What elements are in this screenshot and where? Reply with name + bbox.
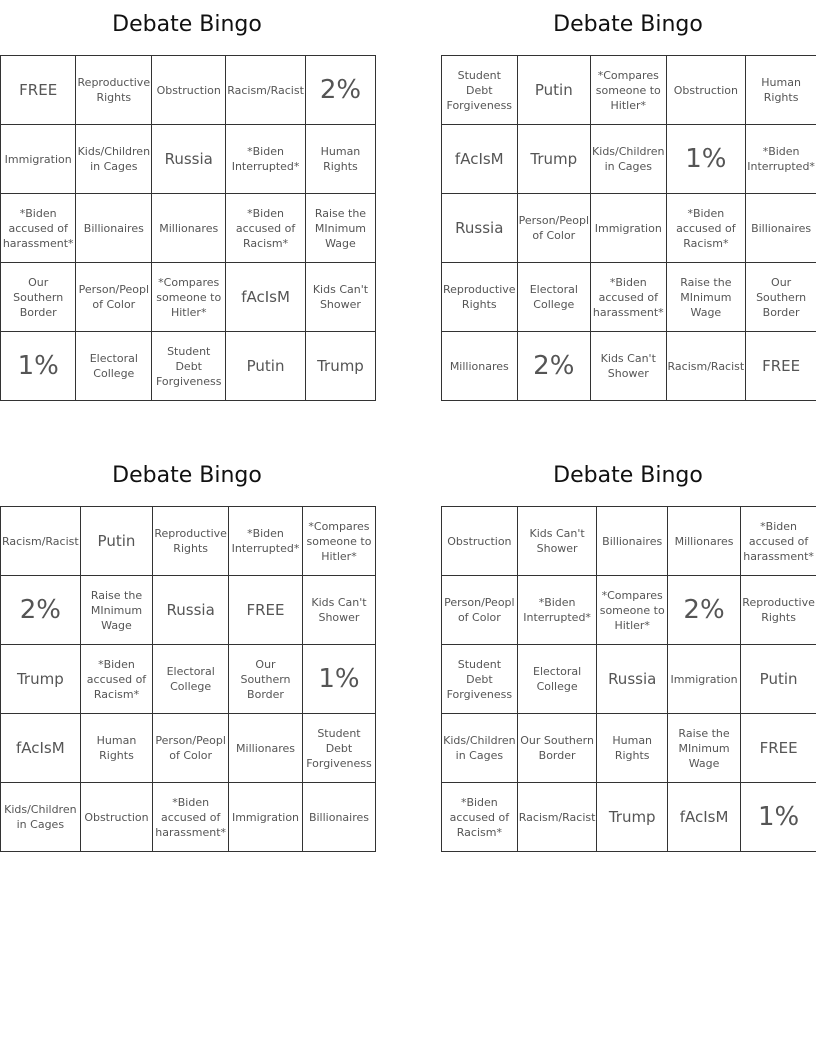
bingo-square[interactable]: Kids/Children in Cages	[591, 125, 666, 194]
bingo-square[interactable]: Person/Peopl of Color	[517, 194, 590, 263]
bingo-square[interactable]: Millionares	[442, 332, 518, 401]
bingo-square[interactable]: Billionaires	[302, 783, 375, 852]
bingo-square[interactable]: *Biden Interrupted*	[229, 507, 303, 576]
bingo-square[interactable]: *Biden accused of harassment*	[591, 263, 666, 332]
bingo-square[interactable]: Reproductive Rights	[741, 576, 816, 645]
card-title: Debate Bingo	[553, 463, 703, 488]
bingo-square[interactable]: Raise the MInimum Wage	[666, 263, 746, 332]
bingo-square[interactable]: Millionares	[667, 507, 740, 576]
bingo-square[interactable]: Raise the MInimum Wage	[667, 714, 740, 783]
bingo-square[interactable]: Obstruction	[666, 56, 746, 125]
bingo-square[interactable]: Obstruction	[442, 507, 518, 576]
bingo-square[interactable]: Student Debt Forgiveness	[302, 714, 375, 783]
bingo-square[interactable]: Raise the MInimum Wage	[305, 194, 375, 263]
bingo-square[interactable]: Student Debt Forgiveness	[152, 332, 226, 401]
bingo-square[interactable]: Electoral College	[153, 645, 229, 714]
bingo-square[interactable]: Trump	[305, 332, 375, 401]
grid-row	[442, 507, 816, 576]
bingo-square[interactable]: *Biden accused of Racism*	[666, 194, 746, 263]
bingo-square[interactable]: 2%	[667, 576, 740, 645]
bingo-square[interactable]: Obstruction	[152, 56, 226, 125]
grid-row	[442, 576, 816, 645]
bingo-square[interactable]: Person/Peopl of Color	[76, 263, 152, 332]
bingo-square[interactable]: *Biden accused of Racism*	[226, 194, 306, 263]
bingo-square[interactable]: Human Rights	[597, 714, 667, 783]
bingo-square[interactable]: FREE	[1, 56, 76, 125]
bingo-square[interactable]: Billionaires	[746, 194, 816, 263]
bingo-grid	[441, 55, 816, 401]
bingo-square[interactable]: *Compares someone to Hitler*	[152, 263, 226, 332]
bingo-square[interactable]: Racism/Racist	[1, 507, 81, 576]
grid-row	[1, 507, 376, 576]
grid-row	[1, 645, 376, 714]
bingo-square[interactable]: FREE	[229, 576, 303, 645]
bingo-square[interactable]: 2%	[517, 332, 590, 401]
bingo-square[interactable]: *Compares someone to Hitler*	[302, 507, 375, 576]
bingo-square[interactable]: Our Southern Border	[517, 714, 597, 783]
bingo-square[interactable]: Racism/Racist	[226, 56, 306, 125]
bingo-square[interactable]: *Biden accused of harassment*	[153, 783, 229, 852]
grid-row	[1, 56, 376, 125]
bingo-square[interactable]: Putin	[80, 507, 153, 576]
card-title: Debate Bingo	[553, 12, 703, 37]
bingo-square[interactable]: Russia	[597, 645, 667, 714]
bingo-square[interactable]: FREE	[741, 714, 816, 783]
grid-row	[442, 56, 816, 125]
grid-row	[442, 783, 816, 852]
bingo-square[interactable]: Person/Peopl of Color	[442, 576, 518, 645]
bingo-grid	[441, 506, 816, 852]
card-title: Debate Bingo	[112, 12, 262, 37]
bingo-grid	[0, 55, 376, 401]
bingo-square[interactable]: Reproductive Rights	[442, 263, 518, 332]
grid-row	[442, 263, 816, 332]
bingo-square[interactable]: Immigration	[1, 125, 76, 194]
grid-row	[442, 714, 816, 783]
bingo-square[interactable]: Putin	[517, 56, 590, 125]
bingo-square[interactable]: 1%	[1, 332, 76, 401]
bingo-square[interactable]: fAcIsM	[226, 263, 306, 332]
bingo-square[interactable]: *Biden Interrupted*	[517, 576, 597, 645]
grid-row	[442, 125, 816, 194]
grid-row	[1, 263, 376, 332]
bingo-square[interactable]: Person/Peopl of Color	[153, 714, 229, 783]
bingo-square[interactable]: Kids Can't Shower	[305, 263, 375, 332]
bingo-square[interactable]: Russia	[442, 194, 518, 263]
bingo-square[interactable]: Electoral College	[76, 332, 152, 401]
bingo-grid	[0, 506, 376, 852]
bingo-square[interactable]: *Biden Interrupted*	[746, 125, 816, 194]
grid-row	[442, 645, 816, 714]
bingo-square[interactable]: Trump	[517, 125, 590, 194]
bingo-square[interactable]: Kids Can't Shower	[517, 507, 597, 576]
bingo-square[interactable]: *Biden accused of harassment*	[1, 194, 76, 263]
grid-row	[1, 783, 376, 852]
bingo-square[interactable]: fAcIsM	[1, 714, 81, 783]
bingo-square[interactable]: Kids/Children in Cages	[442, 714, 518, 783]
bingo-square[interactable]: *Biden accused of Racism*	[442, 783, 518, 852]
bingo-square[interactable]: Reproductive Rights	[153, 507, 229, 576]
bingo-square[interactable]: Electoral College	[517, 263, 590, 332]
bingo-square[interactable]: 1%	[666, 125, 746, 194]
bingo-square[interactable]: FREE	[746, 332, 816, 401]
bingo-square[interactable]: Russia	[153, 576, 229, 645]
bingo-square[interactable]: Immigration	[667, 645, 740, 714]
bingo-square[interactable]: Human Rights	[305, 125, 375, 194]
grid-row	[442, 332, 816, 401]
bingo-square[interactable]: Putin	[226, 332, 306, 401]
bingo-square[interactable]: Electoral College	[517, 645, 597, 714]
bingo-square[interactable]: Russia	[152, 125, 226, 194]
bingo-square[interactable]: Putin	[741, 645, 816, 714]
bingo-square[interactable]: Kids/Children in Cages	[76, 125, 152, 194]
bingo-square[interactable]: Human Rights	[746, 56, 816, 125]
bingo-square[interactable]: Billionaires	[597, 507, 667, 576]
bingo-square[interactable]: Kids Can't Shower	[591, 332, 666, 401]
bingo-square[interactable]: Trump	[597, 783, 667, 852]
bingo-square[interactable]: Raise the MInimum Wage	[80, 576, 153, 645]
grid-row	[1, 714, 376, 783]
bingo-square[interactable]: 1%	[302, 645, 375, 714]
bingo-square[interactable]: Human Rights	[80, 714, 153, 783]
bingo-square[interactable]: 1%	[741, 783, 816, 852]
grid-row	[1, 576, 376, 645]
bingo-square[interactable]: Reproductive Rights	[76, 56, 152, 125]
bingo-square[interactable]: 2%	[305, 56, 375, 125]
bingo-square[interactable]: *Biden Interrupted*	[226, 125, 306, 194]
bingo-square[interactable]: fAcIsM	[667, 783, 740, 852]
bingo-square[interactable]: Millionares	[229, 714, 303, 783]
bingo-square[interactable]: *Compares someone to Hitler*	[597, 576, 667, 645]
bingo-square[interactable]: Kids Can't Shower	[302, 576, 375, 645]
bingo-square[interactable]: *Biden accused of harassment*	[741, 507, 816, 576]
bingo-square[interactable]: Racism/Racist	[517, 783, 597, 852]
bingo-square[interactable]: Trump	[1, 645, 81, 714]
bingo-square[interactable]: Our Southern Border	[1, 263, 76, 332]
bingo-square[interactable]: Student Debt Forgiveness	[442, 645, 518, 714]
bingo-square[interactable]: Racism/Racist	[666, 332, 746, 401]
bingo-square[interactable]: Billionaires	[76, 194, 152, 263]
bingo-square[interactable]: *Biden accused of Racism*	[80, 645, 153, 714]
bingo-square[interactable]: Kids/Children in Cages	[1, 783, 81, 852]
grid-row	[1, 332, 376, 401]
bingo-square[interactable]: *Compares someone to Hitler*	[591, 56, 666, 125]
bingo-square[interactable]: 2%	[1, 576, 81, 645]
bingo-square[interactable]: Our Southern Border	[746, 263, 816, 332]
bingo-square[interactable]: Student Debt Forgiveness	[442, 56, 518, 125]
bingo-square[interactable]: fAcIsM	[442, 125, 518, 194]
grid-row	[1, 125, 376, 194]
bingo-square[interactable]: Immigration	[591, 194, 666, 263]
grid-row	[1, 194, 376, 263]
card-title: Debate Bingo	[112, 463, 262, 488]
bingo-square[interactable]: Immigration	[229, 783, 303, 852]
grid-row	[442, 194, 816, 263]
bingo-square[interactable]: Millionares	[152, 194, 226, 263]
bingo-square[interactable]: Our Southern Border	[229, 645, 303, 714]
bingo-square[interactable]: Obstruction	[80, 783, 153, 852]
